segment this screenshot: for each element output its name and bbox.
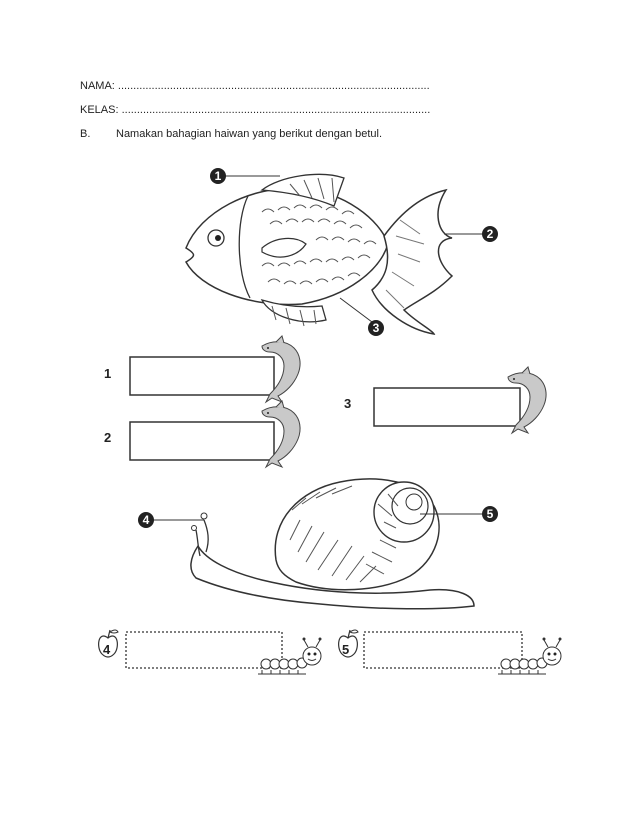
callout-number: 4 xyxy=(142,513,150,527)
fish-callout-1 xyxy=(210,168,226,184)
question-label: B. xyxy=(80,128,91,140)
answer-box-2[interactable] xyxy=(104,401,300,467)
snail-callout-4 xyxy=(138,512,154,528)
answer-box-5[interactable] xyxy=(339,630,562,674)
callout-number: 2 xyxy=(486,227,494,241)
snail-drawing xyxy=(152,479,484,609)
answer-box-number: 3 xyxy=(344,396,352,411)
answer-box-number: 4 xyxy=(103,642,111,657)
fish-callout-3 xyxy=(368,320,384,336)
answer-box-number: 5 xyxy=(342,642,350,657)
callout-number: 1 xyxy=(214,169,222,183)
callout-number: 3 xyxy=(372,321,380,335)
answer-box-4[interactable] xyxy=(99,630,322,674)
answer-box-3[interactable] xyxy=(344,367,546,433)
question-instruction: Namakan bahagian haiwan yang berikut dengan betul. xyxy=(116,128,383,140)
snail-callout-5 xyxy=(482,506,498,522)
answer-box-number: 2 xyxy=(104,430,112,445)
answer-box-1[interactable] xyxy=(104,336,300,402)
callout-number: 5 xyxy=(486,507,494,521)
answer-box-number: 1 xyxy=(104,366,112,381)
name-field-line[interactable]: NAMA: ...................................................................................................... xyxy=(80,80,430,92)
fish-callout-2 xyxy=(482,226,498,242)
fish-drawing xyxy=(186,174,484,334)
class-field-line[interactable]: KELAS: ..................................................................................................... xyxy=(80,104,431,116)
